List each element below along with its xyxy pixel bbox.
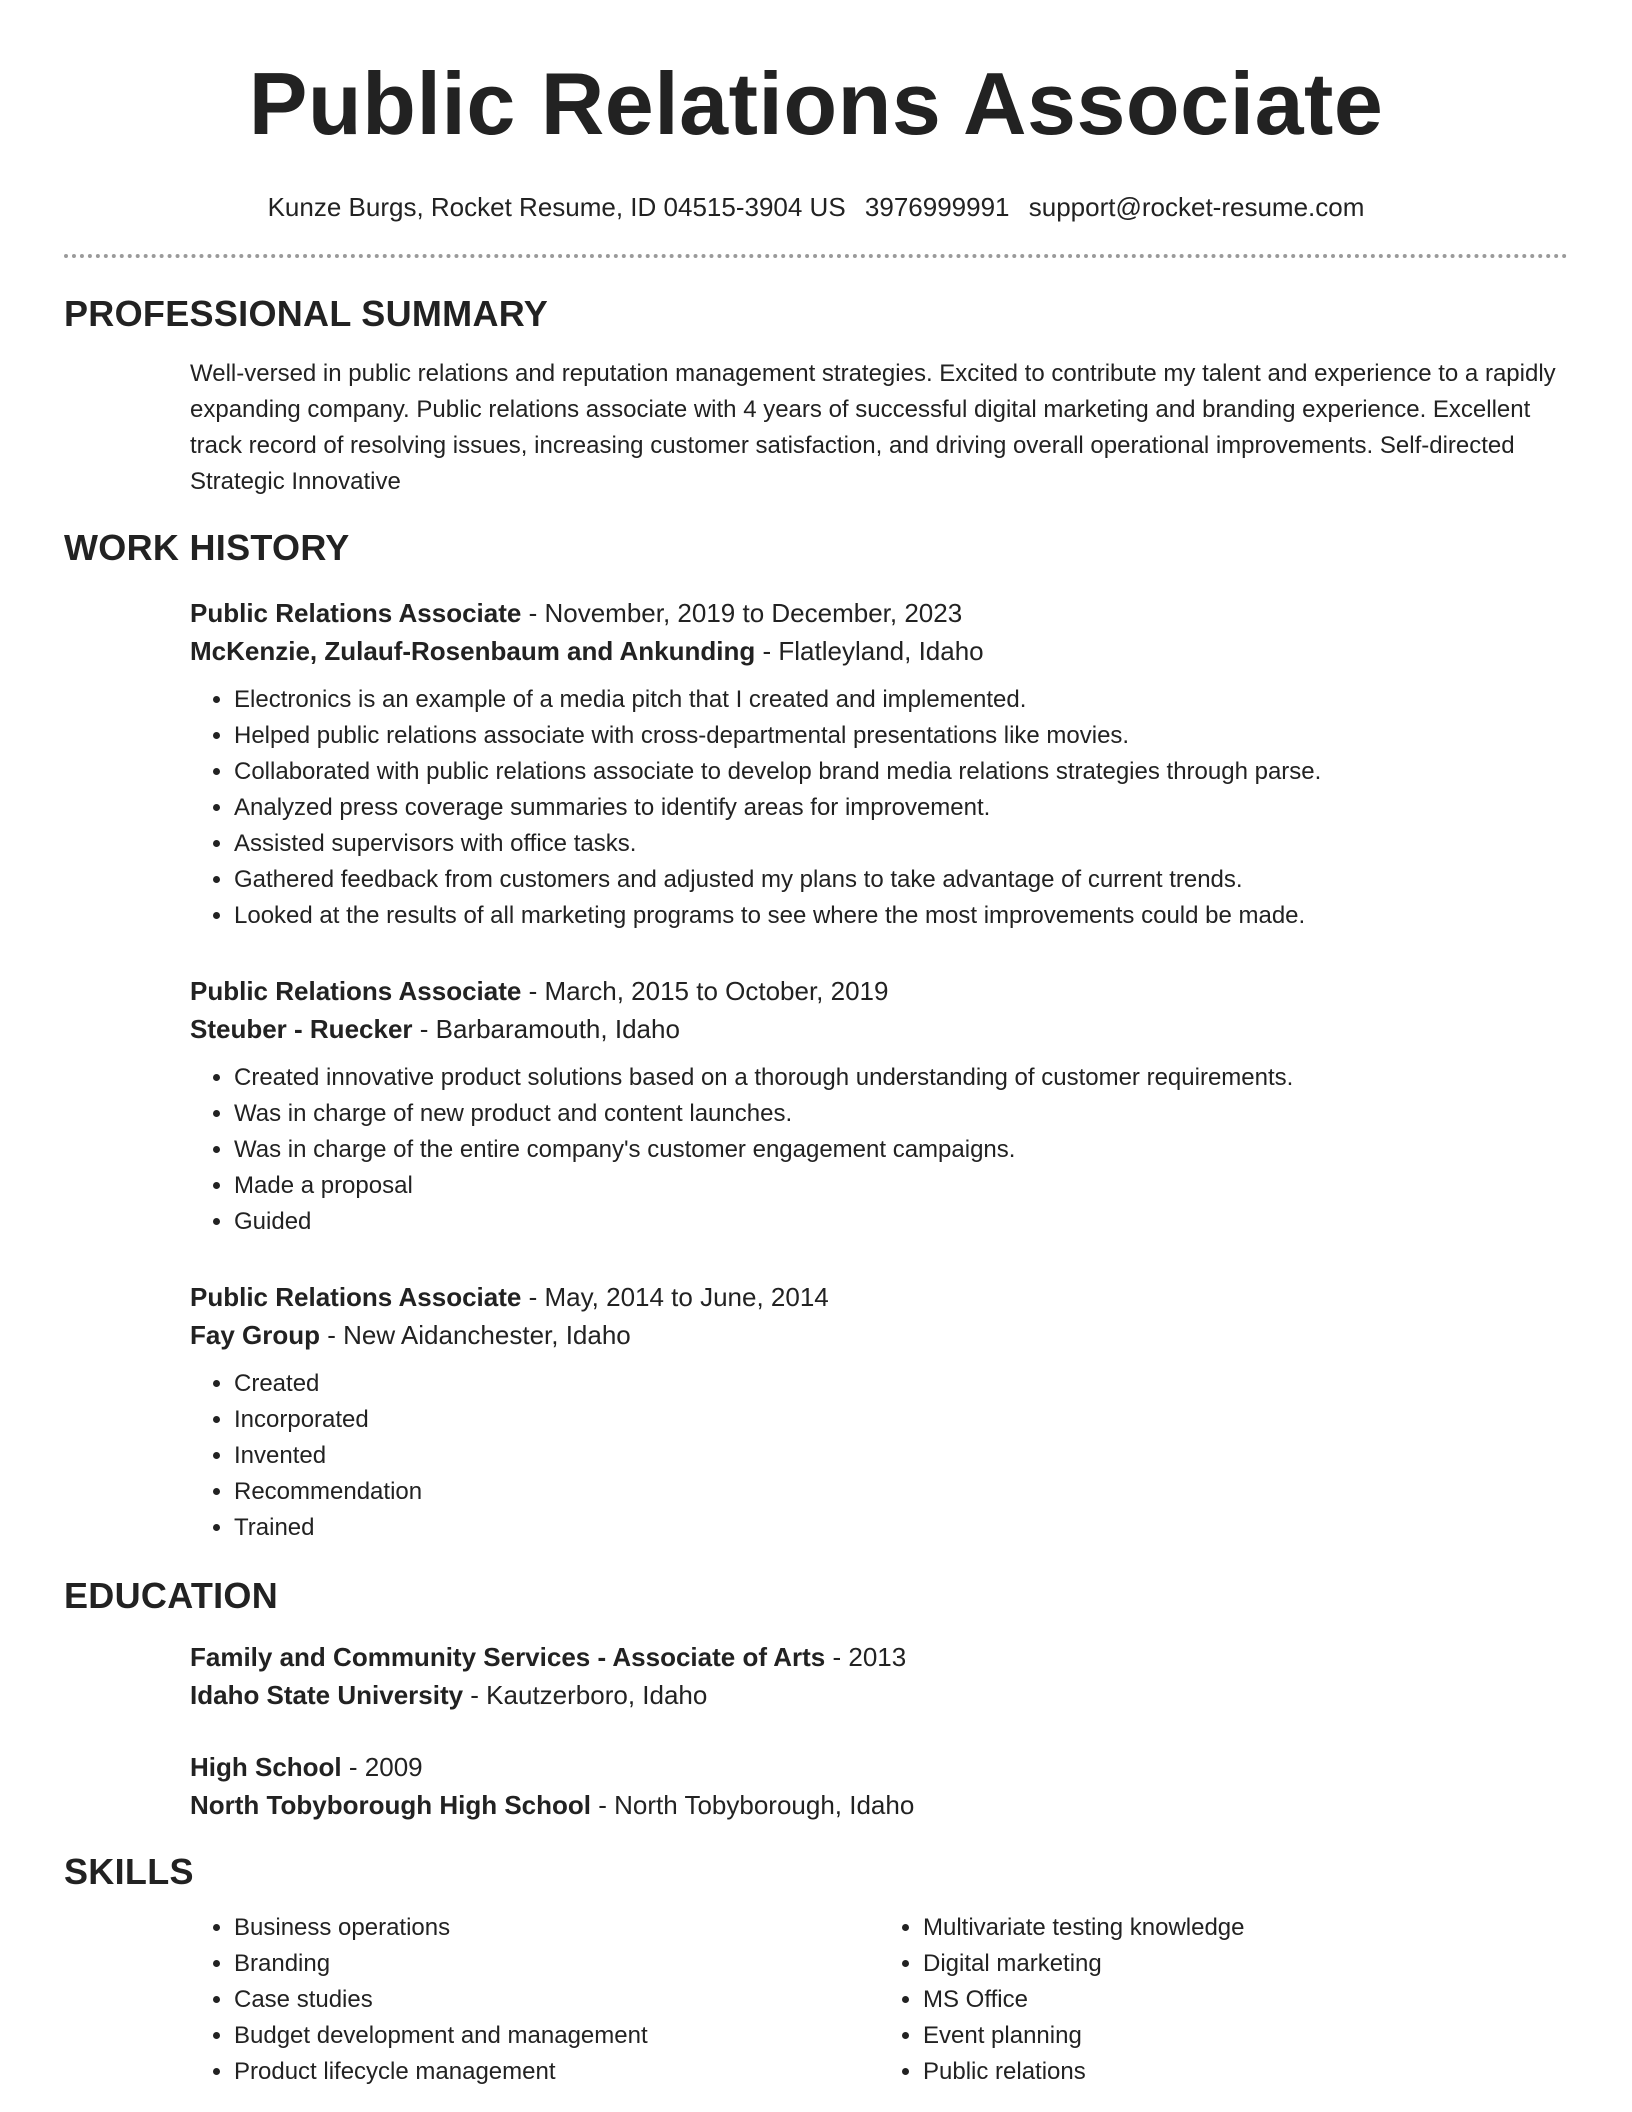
education-degree-line — [190, 1748, 1568, 1786]
section-title-skills: SKILLS — [64, 1851, 194, 1892]
job-bullets — [190, 1060, 1568, 1240]
job-role: Public Relations Associate — [190, 598, 522, 628]
list-item: • Event planning — [923, 2018, 1568, 2054]
education-degree: High School — [190, 1752, 342, 1782]
education-school: Idaho State University — [190, 1680, 464, 1710]
list-item: • Looked at the results of all marketing programs to see where the most improvements could be made. — [234, 898, 1568, 934]
list-item: • Case studies — [234, 1982, 879, 2018]
education-degree: Family and Community Services - Associate of Arts — [190, 1642, 826, 1672]
list-item: • Electronics is an example of a media pitch that I created and implemented. — [234, 682, 1568, 718]
job-dates: - November, 2019 to December, 2023 — [521, 598, 963, 628]
job-dates: - March, 2015 to October, 2019 — [521, 976, 889, 1006]
education-year: - 2009 — [341, 1752, 423, 1782]
job-entry — [190, 1278, 1568, 1546]
skills-body — [64, 1910, 1568, 2090]
list-item: • Incorporated — [234, 1402, 1568, 1438]
skills-column-left — [190, 1910, 879, 2090]
job-bullets — [190, 1366, 1568, 1546]
job-company-line — [190, 1316, 1568, 1354]
list-item: • Was in charge of new product and content launches. — [234, 1096, 1568, 1132]
list-item: • Was in charge of the entire company's customer engagement campaigns. — [234, 1132, 1568, 1168]
list-item: • Gathered feedback from customers and adjusted my plans to take advantage of current trends. — [234, 862, 1568, 898]
job-title-line — [190, 1278, 1568, 1316]
education-degree-line — [190, 1638, 1568, 1676]
list-item: • Product lifecycle management — [234, 2054, 879, 2090]
education-body — [64, 1638, 1568, 1824]
contact-address: Kunze Burgs, Rocket Resume, ID 04515-3904 US — [267, 192, 846, 222]
list-item: • Collaborated with public relations associate to develop brand media relations strategies through parse. — [234, 754, 1568, 790]
list-item: • Budget development and management — [234, 2018, 879, 2054]
contact-phone: 3976999991 — [864, 192, 1010, 222]
job-dates: - May, 2014 to June, 2014 — [521, 1282, 829, 1312]
contact-email: support@rocket-resume.com — [1028, 192, 1365, 222]
summary-text: Well-versed in public relations and reputation management strategies. Excited to contribute my talent and experience to a rapidly expanding company. Public relations associate with 4 years of successful digital marketing and branding experience. Excellent track record of resolving issues, increasing customer satisfaction, and driving overall operational improvements. Self-directed Strategic Innovative — [190, 360, 1556, 495]
section-work-history — [64, 526, 1568, 1546]
education-school: North Tobyborough High School — [190, 1790, 592, 1820]
job-company: Steuber - Ruecker — [190, 1014, 413, 1044]
list-item: • Trained — [234, 1510, 1568, 1546]
job-bullets — [190, 682, 1568, 934]
job-entry — [190, 972, 1568, 1240]
section-title-summary: PROFESSIONAL SUMMARY — [64, 293, 549, 334]
resume-header — [64, 0, 1568, 224]
section-title-work: WORK HISTORY — [64, 527, 350, 568]
list-item: • Invented — [234, 1438, 1568, 1474]
job-entry — [190, 594, 1568, 934]
education-school-line — [190, 1676, 1568, 1714]
job-location: - Flatleyland, Idaho — [755, 636, 984, 666]
list-item: • Made a proposal — [234, 1168, 1568, 1204]
section-professional-summary — [64, 292, 1568, 500]
job-location: - New Aidanchester, Idaho — [320, 1320, 631, 1350]
list-item: • Public relations — [923, 2054, 1568, 2090]
job-company-line — [190, 632, 1568, 670]
job-role: Public Relations Associate — [190, 976, 522, 1006]
header-divider — [64, 254, 1568, 258]
list-item: • Digital marketing — [923, 1946, 1568, 1982]
list-item: • Recommendation — [234, 1474, 1568, 1510]
job-company-line — [190, 1010, 1568, 1048]
list-item: • Analyzed press coverage summaries to identify areas for improvement. — [234, 790, 1568, 826]
resume-name: Public Relations Associate — [248, 54, 1384, 153]
contact-line — [64, 190, 1568, 224]
job-role: Public Relations Associate — [190, 1282, 522, 1312]
list-item: • Helped public relations associate with cross-departmental presentations like movies. — [234, 718, 1568, 754]
summary-body — [64, 356, 1568, 500]
list-item: • Assisted supervisors with office tasks. — [234, 826, 1568, 862]
list-item: • Multivariate testing knowledge — [923, 1910, 1568, 1946]
education-school-line — [190, 1786, 1568, 1824]
list-item: • Guided — [234, 1204, 1568, 1240]
education-location: - North Tobyborough, Idaho — [591, 1790, 915, 1820]
job-location: - Barbaramouth, Idaho — [412, 1014, 680, 1044]
section-education — [64, 1574, 1568, 1824]
section-skills — [64, 1850, 1568, 2090]
education-entry — [190, 1638, 1568, 1714]
skills-column-right — [879, 1910, 1568, 2090]
job-company: McKenzie, Zulauf-Rosenbaum and Ankunding — [190, 636, 756, 666]
list-item: • MS Office — [923, 1982, 1568, 2018]
list-item: • Created — [234, 1366, 1568, 1402]
job-title-line — [190, 972, 1568, 1010]
work-body — [64, 594, 1568, 1546]
list-item: • Branding — [234, 1946, 879, 1982]
education-year: - 2013 — [825, 1642, 907, 1672]
education-entry — [190, 1748, 1568, 1824]
list-item: • Created innovative product solutions based on a thorough understanding of customer requirements. — [234, 1060, 1568, 1096]
job-title-line — [190, 594, 1568, 632]
section-title-education: EDUCATION — [64, 1575, 279, 1616]
list-item: • Business operations — [234, 1910, 879, 1946]
education-location: - Kautzerboro, Idaho — [463, 1680, 708, 1710]
job-company: Fay Group — [190, 1320, 321, 1350]
